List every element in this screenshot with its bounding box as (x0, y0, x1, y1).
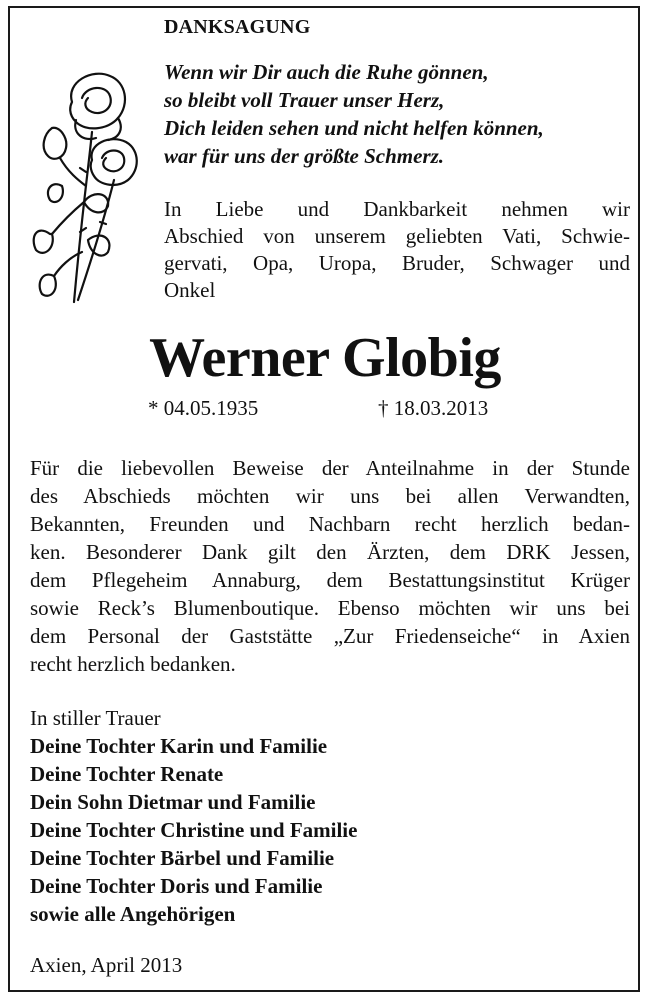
family-member: sowie alle Angehörigen (30, 902, 236, 926)
thanks-line: dem Personal der Gaststätte „Zur Friedenseiche“ in Axien (30, 624, 630, 648)
family-member: Dein Sohn Dietmar und Familie (30, 790, 316, 814)
place-date: Axien, April 2013 (30, 953, 183, 977)
mourning-intro (30, 704, 161, 732)
poem (164, 58, 544, 170)
thanks-line: recht herzlich bedanken. (30, 652, 236, 676)
thanks-line: sowie Reck’s Blumenboutique. Ebenso möchten wir uns bei (30, 596, 630, 620)
poem-line: so bleibt voll Trauer unser Herz, (164, 88, 445, 112)
deceased-name: Werner Globig (149, 327, 501, 389)
poem-line: Dich leiden sehen und nicht helfen können, (164, 116, 544, 140)
family-member: Deine Tochter Doris und Familie (30, 874, 323, 898)
thanks-line: Bekannten, Freunden und Nachbarn recht herzlich bedan- (30, 512, 630, 536)
poem-line: Wenn wir Dir auch die Ruhe gönnen, (164, 60, 489, 84)
intro-line: Abschied von unserem geliebten Vati, Schwie- (164, 224, 630, 248)
family-member: Deine Tochter Christine und Familie (30, 818, 358, 842)
thanks-line: Für die liebevollen Beweise der Anteilnahme in der Stunde (30, 456, 630, 480)
birth-date: * 04.05.1935 (148, 396, 259, 420)
family-member: Deine Tochter Renate (30, 762, 224, 786)
thanks-paragraph (30, 454, 630, 678)
intro-line: Onkel (164, 278, 216, 302)
poem-line: war für uns der größte Schmerz. (164, 144, 445, 168)
mourning-intro-text: In stiller Trauer (30, 706, 161, 730)
intro-line: In Liebe und Dankbarkeit nehmen wir (164, 197, 630, 221)
rose-icon (22, 62, 142, 307)
intro-line: gervati, Opa, Uropa, Bruder, Schwager und (164, 251, 630, 275)
thanks-line: des Abschieds möchten wir uns bei allen Verwandten, (30, 484, 630, 508)
family-member: Deine Tochter Bärbel und Familie (30, 846, 335, 870)
notice-heading: DANKSAGUNG (164, 16, 311, 38)
intro-paragraph (164, 196, 630, 304)
death-date: † 18.03.2013 (378, 396, 489, 420)
family-list (30, 732, 357, 928)
family-member: Deine Tochter Karin und Familie (30, 734, 328, 758)
thanks-line: dem Pflegeheim Annaburg, dem Bestattungsinstitut Krüger (30, 568, 630, 592)
thanks-line: ken. Besonderer Dank gilt den Ärzten, dem DRK Jessen, (30, 540, 630, 564)
